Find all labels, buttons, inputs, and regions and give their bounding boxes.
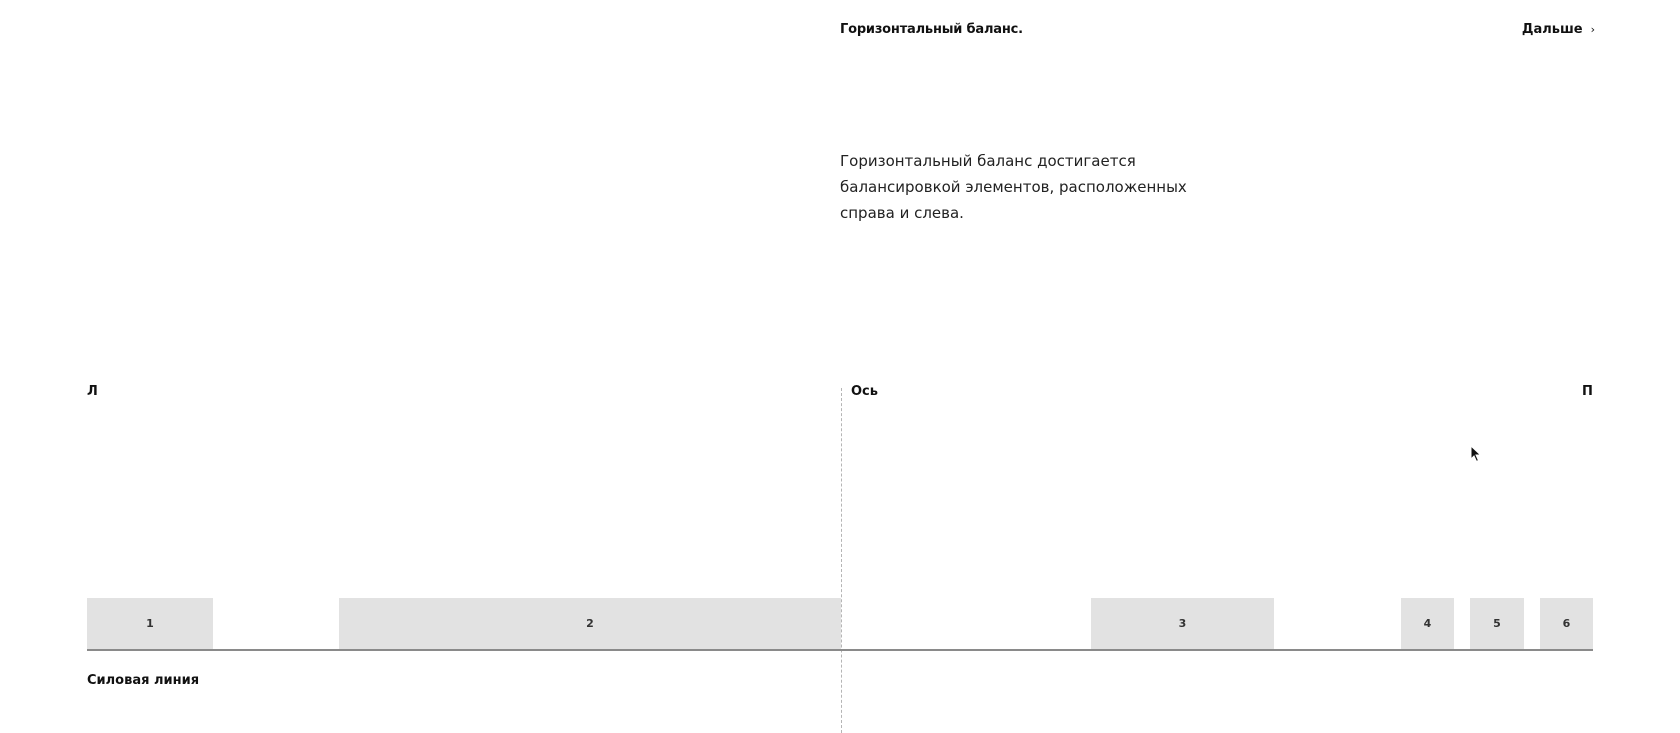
left-side-label: Л — [87, 384, 98, 399]
block-5: 5 — [1470, 598, 1524, 649]
block-3: 3 — [1091, 598, 1274, 649]
force-line — [87, 649, 1593, 651]
block-1: 1 — [87, 598, 213, 649]
chevron-right-icon: › — [1590, 23, 1595, 36]
block-6: 6 — [1540, 598, 1593, 649]
right-side-label: П — [1582, 384, 1593, 399]
block-2: 2 — [339, 598, 841, 649]
next-button[interactable] — [1522, 22, 1595, 37]
page-title: Горизонтальный баланс. — [840, 22, 1023, 37]
axis-line — [841, 388, 842, 733]
next-button-label: Дальше — [1521, 22, 1583, 37]
mouse-cursor-icon — [1470, 445, 1482, 463]
description-text: Горизонтальный баланс достигается балансировкой элементов, расположенных справа и слева. — [840, 152, 1187, 222]
axis-label: Ось — [851, 384, 878, 399]
block-4: 4 — [1401, 598, 1454, 649]
force-line-label: Силовая линия — [87, 673, 200, 688]
